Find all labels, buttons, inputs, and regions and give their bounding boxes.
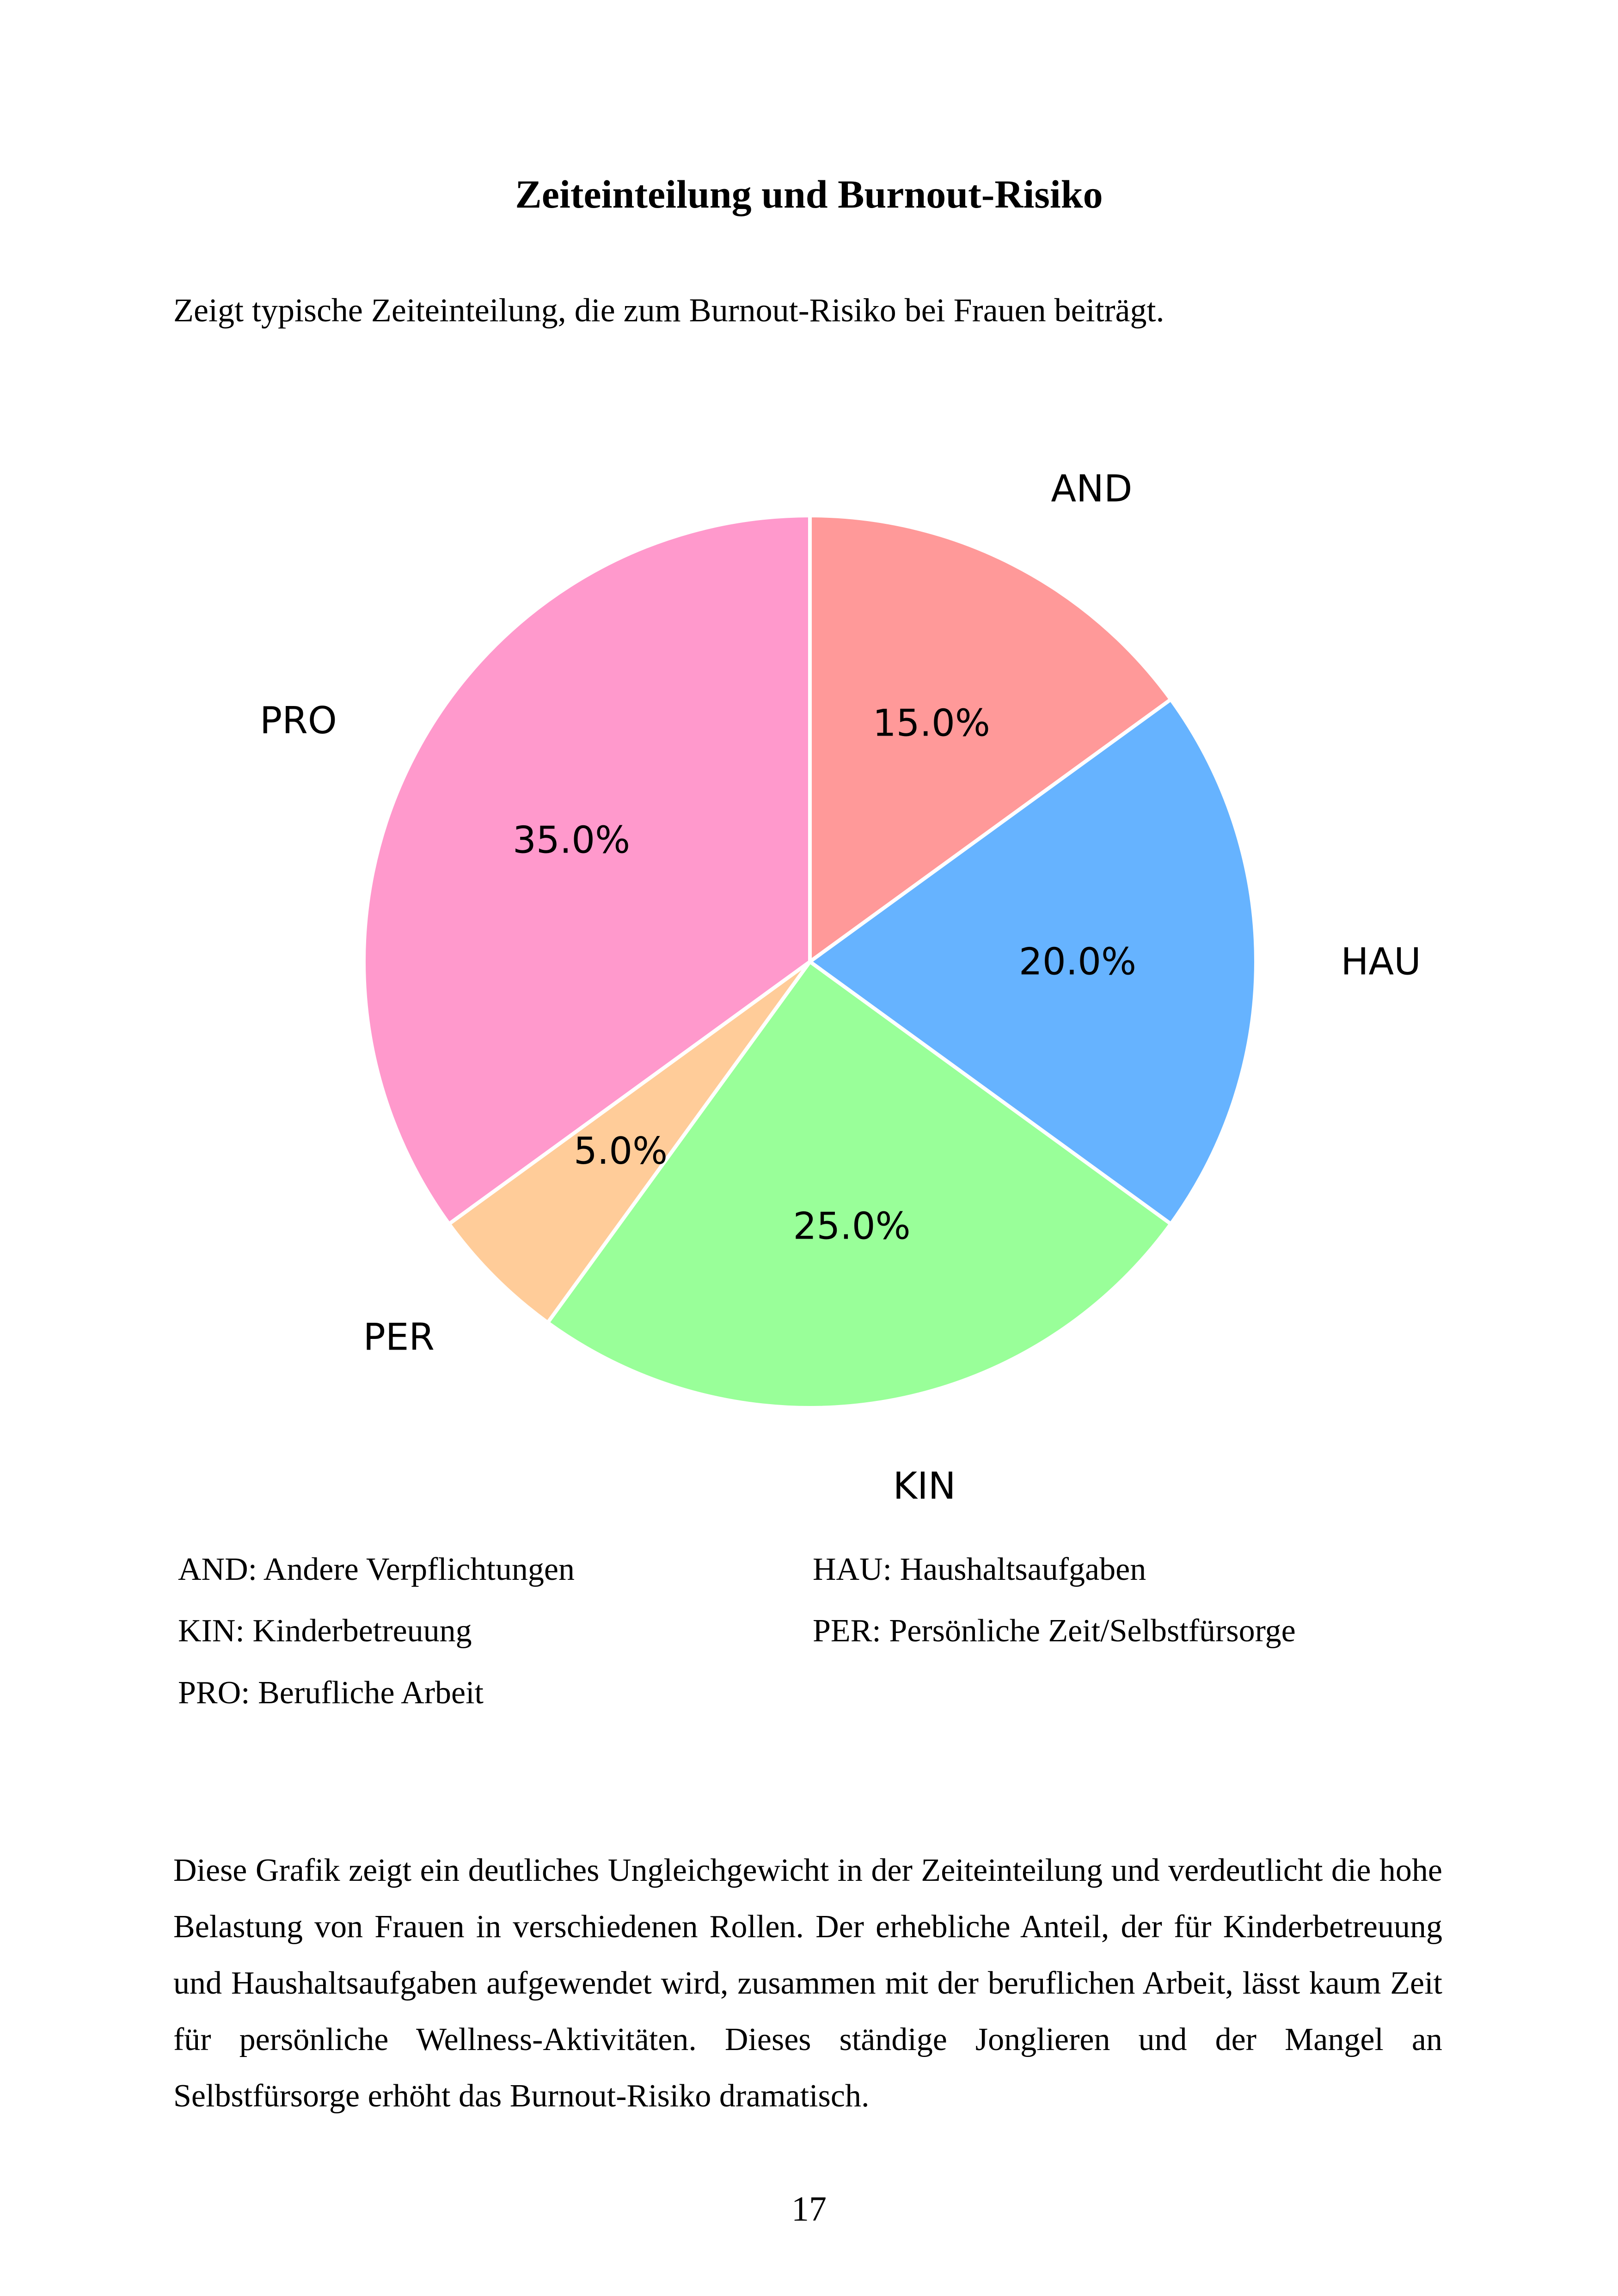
slice-category-label-kin: KIN (893, 1464, 956, 1508)
legend-item-kin: KIN: Kinderbetreuung (178, 1613, 472, 1649)
slice-value-label-kin: 25.0% (793, 1204, 911, 1248)
slice-value-label-per: 5.0% (573, 1129, 668, 1173)
slice-category-label-pro: PRO (260, 699, 337, 743)
slice-value-label-pro: 35.0% (513, 818, 631, 862)
legend-item-and: AND: Andere Verpflichtungen (178, 1552, 575, 1587)
slice-value-label-hau: 20.0% (1018, 940, 1137, 983)
page-number: 17 (791, 2190, 827, 2228)
body-paragraph: Diese Grafik zeigt ein deutliches Ungleichgewicht in der Zeiteinteilung und verdeutlicht die hohe Belastung von Frauen in verschiedenen Rollen. Der erhebliche Anteil, der für Kinderbetreuung und Haushaltsaufgaben aufgewendet wird, zusammen mit der beruflichen Arbeit, lässt kaum Zeit für persönliche Wellness-Aktivitäten. Dieses ständige Jonglieren und der Mangel an Selbstfürsorge erhöht das Burnout-Risiko dramatisch. (173, 1853, 1442, 2114)
page-subtitle: Zeigt typische Zeiteinteilung, die zum Burnout-Risiko bei Frauen beiträgt. (173, 292, 1164, 329)
slice-category-label-hau: HAU (1341, 940, 1421, 983)
legend-item-per: PER: Persönliche Zeit/Selbstfürsorge (813, 1613, 1296, 1649)
slice-category-label-and: AND (1051, 467, 1133, 510)
legend-item-hau: HAU: Haushaltsaufgaben (813, 1552, 1146, 1587)
page-title: Zeiteinteilung und Burnout-Risiko (515, 172, 1103, 216)
legend-item-pro: PRO: Berufliche Arbeit (178, 1675, 484, 1711)
slice-category-label-per: PER (363, 1315, 435, 1359)
slice-value-label-and: 15.0% (872, 701, 990, 745)
